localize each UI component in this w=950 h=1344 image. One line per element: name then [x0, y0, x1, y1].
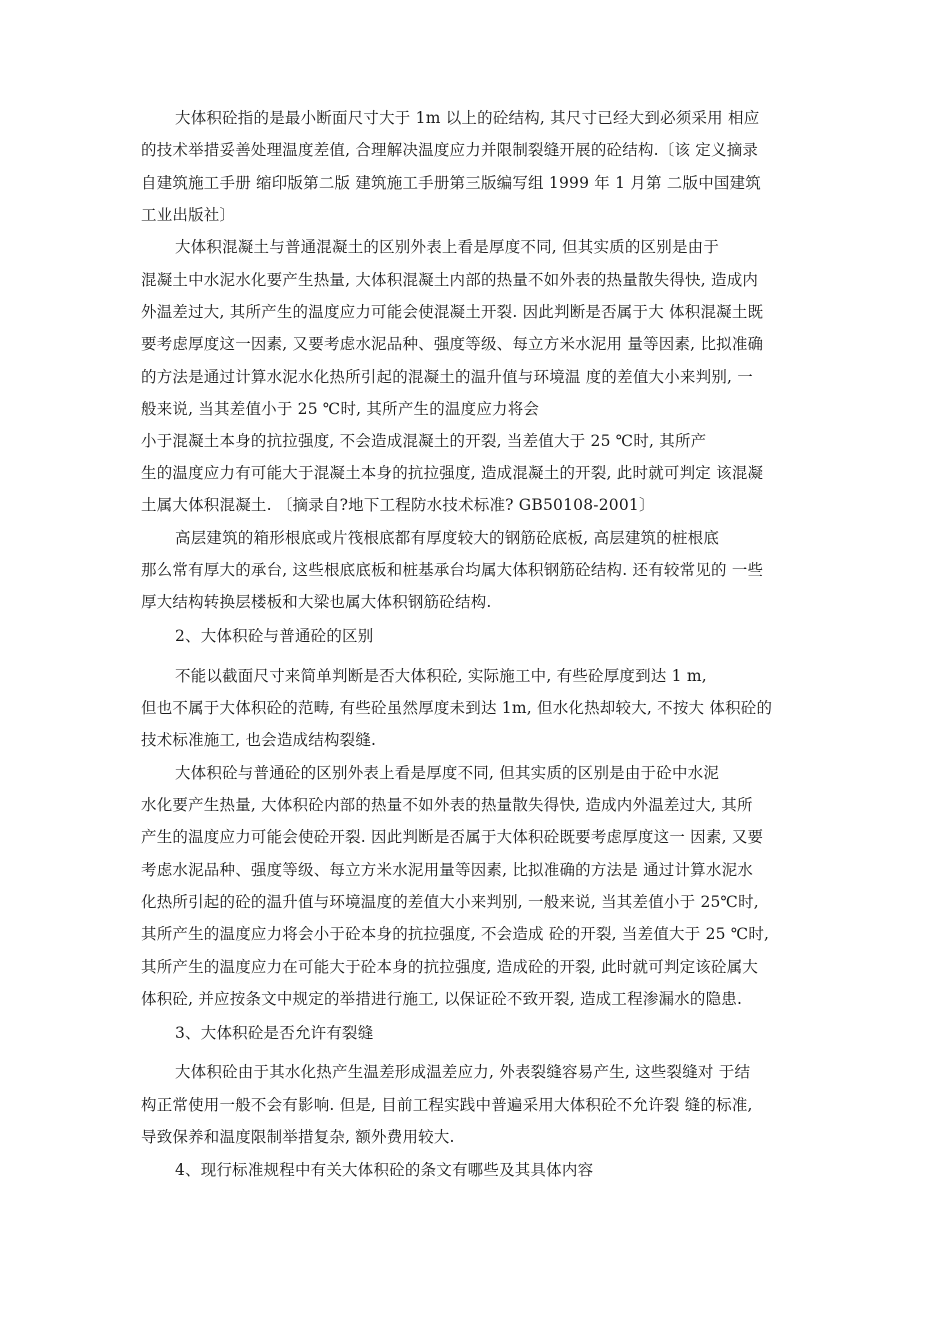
paragraph-line: 考虑水泥品种、强度等级、每立方米水泥用量等因素, 比拟准确的方法是 通过计算水泥水	[141, 861, 753, 879]
paragraph-line: 自建筑施工手册 缩印版第二版 建筑施工手册第三版编写组 1999 年 1 月第 二版中国建筑	[141, 174, 761, 192]
paragraph-line: 大体积混凝土与普通混凝土的区别外表上看是厚度不同, 但其实质的区别是由于	[175, 238, 720, 256]
paragraph-line: 水化要产生热量, 大体积砼内部的热量不如外表的热量散失得快, 造成内外温差过大, 其所	[141, 796, 753, 814]
paragraph-line: 不能以截面尺寸来简单判断是否大体积砼, 实际施工中, 有些砼厚度到达 1 m,	[175, 667, 707, 685]
paragraph-line: 大体积砼与普通砼的区别外表上看是厚度不同, 但其实质的区别是由于砼中水泥	[175, 764, 720, 782]
paragraph-line: 那么常有厚大的承台, 这些根底底板和桩基承台均属大体积钢筋砼结构. 还有较常见的 一些	[141, 561, 764, 579]
paragraph-line: 其所产生的温度应力将会小于砼本身的抗拉强度, 不会造成 砼的开裂, 当差值大于 25 ℃时,	[141, 925, 770, 943]
paragraph-line: 导致保养和温度限制举措复杂, 额外费用较大.	[141, 1128, 455, 1146]
paragraph-line: 土属大体积混凝土. 〔摘录自?地下工程防水技术标准? GB50108-2001〕	[141, 496, 655, 514]
section-heading: 3、大体积砼是否允许有裂缝	[175, 1024, 374, 1042]
paragraph-line: 大体积砼指的是最小断面尺寸大于 1m 以上的砼结构, 其尺寸已经大到必须采用 相应	[175, 109, 760, 127]
paragraph-line: 产生的温度应力可能会使砼开裂. 因此判断是否属于大体积砼既要考虑厚度这一 因素, 又要	[141, 828, 764, 846]
section-heading: 4、现行标准规程中有关大体积砼的条文有哪些及其具体内容	[175, 1161, 594, 1179]
paragraph-line: 其所产生的温度应力在可能大于砼本身的抗拉强度, 造成砼的开裂, 此时就可判定该砼属大	[141, 958, 759, 976]
paragraph-line: 高层建筑的箱形根底或片筏根底都有厚度较大的钢筋砼底板, 高层建筑的桩根底	[175, 529, 720, 547]
section-heading: 2、大体积砼与普通砼的区别	[175, 627, 374, 645]
paragraph-line: 大体积砼由于其水化热产生温差形成温差应力, 外表裂缝容易产生, 这些裂缝对 于结	[175, 1063, 751, 1081]
paragraph-line: 生的温度应力有可能大于混凝土本身的抗拉强度, 造成混凝土的开裂, 此时就可判定 该混凝	[141, 464, 764, 482]
paragraph-line: 技术标准施工, 也会造成结构裂缝.	[141, 731, 377, 749]
paragraph-line: 外温差过大, 其所产生的温度应力可能会使混凝土开裂. 因此判断是否属于大 体积混凝土既	[141, 303, 764, 321]
paragraph-line: 工业出版社〕	[141, 206, 236, 224]
paragraph-line: 化热所引起的砼的温升值与环境温度的差值大小来判别, 一般来说, 当其差值小于 25℃时,	[141, 893, 759, 911]
paragraph-line: 体积砼, 并应按条文中规定的举措进行施工, 以保证砼不致开裂, 造成工程渗漏水的隐患.	[141, 990, 743, 1008]
paragraph-line: 的方法是通过计算水泥水化热所引起的混凝土的温升值与环境温 度的差值大小来判别, 一	[141, 368, 753, 386]
paragraph-line: 小于混凝土本身的抗拉强度, 不会造成混凝土的开裂, 当差值大于 25 ℃时, 其所产	[141, 432, 707, 450]
paragraph-line: 构正常使用一般不会有影响. 但是, 目前工程实践中普遍采用大体积砼不允许裂 缝的标准,	[141, 1096, 753, 1114]
paragraph-line: 的技术举措妥善处理温度差值, 合理解决温度应力并限制裂缝开展的砼结构.〔该 定义摘录	[141, 141, 759, 159]
paragraph-line: 般来说, 当其差值小于 25 ℃时, 其所产生的温度应力将会	[141, 400, 540, 418]
paragraph-line: 但也不属于大体积砼的范畴, 有些砼虽然厚度未到达 1m, 但水化热却较大, 不按大 体积砼的	[141, 699, 773, 717]
paragraph-line: 要考虑厚度这一因素, 又要考虑水泥品种、强度等级、每立方米水泥用 量等因素, 比拟准确	[141, 335, 764, 353]
paragraph-line: 厚大结构转换层楼板和大梁也属大体积钢筋砼结构.	[141, 593, 492, 611]
paragraph-line: 混凝土中水泥水化要产生热量, 大体积混凝土内部的热量不如外表的热量散失得快, 造成内	[141, 271, 759, 289]
